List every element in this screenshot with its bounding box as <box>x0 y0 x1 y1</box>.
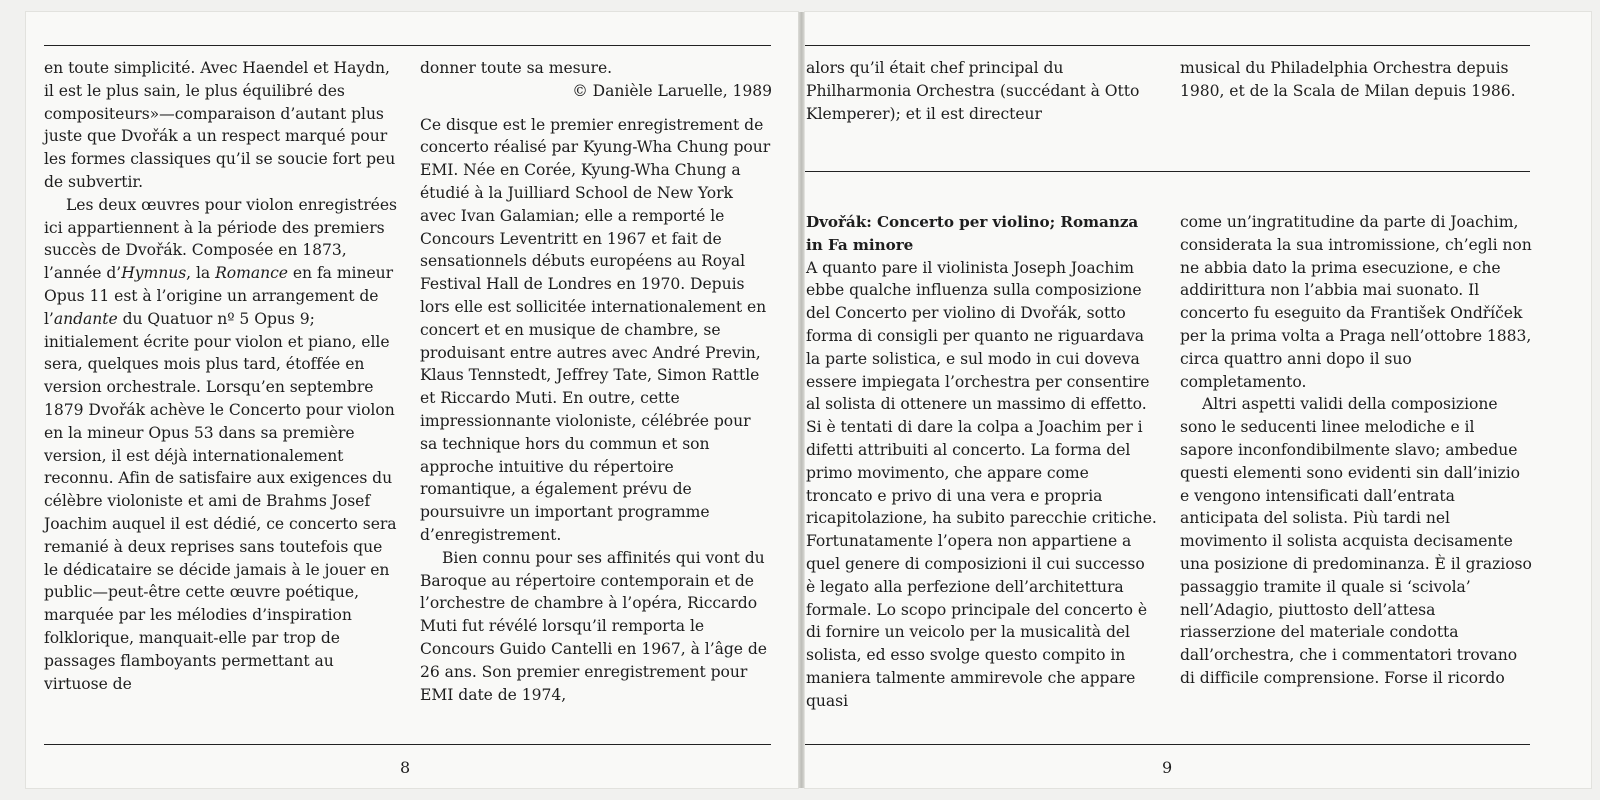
paragraph: Bien connu pour ses affinités qui vont du Baroque au répertoire contemporain et de l’orchestre de chambre à l’opéra, Riccardo Muti fut révélé lorsqu’il remporta le Concours Guido Cantelli en 1967, à l’âge de 26 ans. Son premier enregistrement pour EMI date de 1974, <box>420 548 767 704</box>
text-run: en fa mineur Opus 11 est à l’origine un arrangement de l’ <box>44 264 394 328</box>
paragraph: Ce disque est le premier enregistrement de concerto réalisé par Kyung-Wha Chung pour EMI. Née en Corée, Kyung-Wha Chung a étudié à la Juilliard School de New York avec Ivan Galamian; elle a remporté le Concours Leventritt en 1967 et fait de sensationnels débuts européens au Royal Festival Hall de Londres en 1970. Depuis lors elle est sollicitée internationalement en concert et en musique de chambre, se produisant entre autres avec André Previn, Klaus Tennstedt, Jeffrey Tate, Simon Rattle et Riccardo Muti. En outre, cette impressionnante violoniste, célébrée pour sa technique hors du commun et son approche intuitive du répertoire romantique, a également prévu de poursuivre un important programme d’enregistrement. <box>420 115 771 544</box>
paragraph: en toute simplicité. Avec Haendel et Haydn, il est le plus sain, le plus équilibré des compositeurs»—comparaison d’autant plus juste que Dvořák a un respect marqué pour les formes classiques qu’il se soucie fort peu de subvertir. <box>44 59 396 191</box>
section-heading: Dvořák: Concerto per violino; Romanza in Fa minore <box>806 213 1139 254</box>
paragraph: Altri aspetti validi della composizione sono le seducenti linee melodiche e il sapore inconfondibilmente slavo; ambedue questi elementi sono evidenti sin dall’inizio e vengono intensificati dall’entrata anticipata del solista. Più tardi nel movimento il solista acquista decisamente una posizione di predominanza. È il grazioso passaggio tramite il quale si ‘scivola’ nell’Adagio, piuttosto dell’attesa riasserzione del materiale condotta dall’orchestra, che i commentatori trovano di difficile comprensione. Forse il ricordo <box>1180 395 1532 687</box>
italic-title: Hymnus <box>121 264 187 283</box>
right-column-2 <box>1180 211 1532 690</box>
right-top-rule <box>805 45 1530 46</box>
italic-title: Romance <box>215 264 288 283</box>
page-number-right: 9 <box>1162 758 1173 777</box>
left-column-1 <box>44 57 400 695</box>
spine-gutter <box>798 12 805 788</box>
paragraph: come un’ingratitudine da parte di Joachim, considerata la sua intromissione, ch’egli non ne abbia dato la prima esecuzione, e che addirittura non l’abbia mai suonato. Il concerto fu eseguito da František Ondříček per la prima volta a Praga nell’ottobre 1883, circa quattro anni dopo il suo completamento. <box>1180 213 1532 391</box>
right-bottom-rule <box>805 744 1530 745</box>
paragraph: A quanto pare il violinista Joseph Joachim ebbe qualche influenza sulla composizione del Concerto per violino di Dvořák, sotto forma di consigli per quanto ne riguardava la parte solistica, e sul modo in cui doveva essere impiegata l’orchestra per consentire al solista di ottenere un massimo di effetto. Si è tentati di dare la colpa a Joachim per i difetti attribuiti al concerto. La forma del primo movimento, che appare come troncato e privo di una vera e propria ricapitolazione, ha subito parecchie critiche. Fortunatamente l’opera non appartiene a quel genere di composizioni il cui successo è legato alla perfezione dell’architettura formale. Lo scopo principale del concerto è di fornire un veicolo per la musicalità del solista, ed esso svolge questo compito in maniera talmente ammirevole che appare quasi <box>806 258 1157 710</box>
page-number-left: 8 <box>400 758 411 777</box>
paragraph: donner toute sa mesure. <box>420 59 613 77</box>
right-column-1 <box>806 211 1158 713</box>
left-column-2 <box>420 57 772 706</box>
right-section-rule <box>805 171 1530 172</box>
paragraph: musical du Philadelphia Orchestra depuis 1980, et de la Scala de Milan depuis 1986. <box>1180 59 1516 100</box>
text-run: , la <box>186 264 216 283</box>
text-run: du Quatuor nº 5 Opus 9; initialement écrite pour violon et piano, elle sera, quelques mois plus tard, étoffée en version orchestrale. Lorsqu’en septembre 1879 Dvořák achève le Concerto pour violon en la mineur Opus 53 dans sa première version, il est déjà internationalement reconnu. Afin de satisfaire aux exigences du célèbre violoniste et ami de Brahms Josef Joachim auquel il est dédié, ce concerto sera remanié à deux reprises sans toutefois que le dédicataire se décide jamais à le jouer en public—peut-être cette œuvre poétique, marquée par les mélodies d’inspiration folklorique, manquait-elle par trop de passages flamboyants permettant au virtuose de <box>44 309 397 693</box>
italic-term: andante <box>53 309 118 328</box>
paragraph: alors qu’il était chef principal du Philharmonia Orchestra (succédant à Otto Klemperer); et il est directeur <box>806 59 1140 123</box>
right-top-column-2 <box>1180 57 1532 103</box>
text-run: Les deux œuvres pour violon enregistrées ici appartiennent à la période des premiers succès de Dvořák. Composée en 1873, l’année d’ <box>44 195 397 283</box>
paragraph <box>44 194 400 696</box>
copyright-credit: © Danièle Laruelle, 1989 <box>572 81 772 100</box>
right-top-column-1 <box>806 57 1156 125</box>
left-top-rule <box>44 45 771 46</box>
left-bottom-rule <box>44 744 771 745</box>
